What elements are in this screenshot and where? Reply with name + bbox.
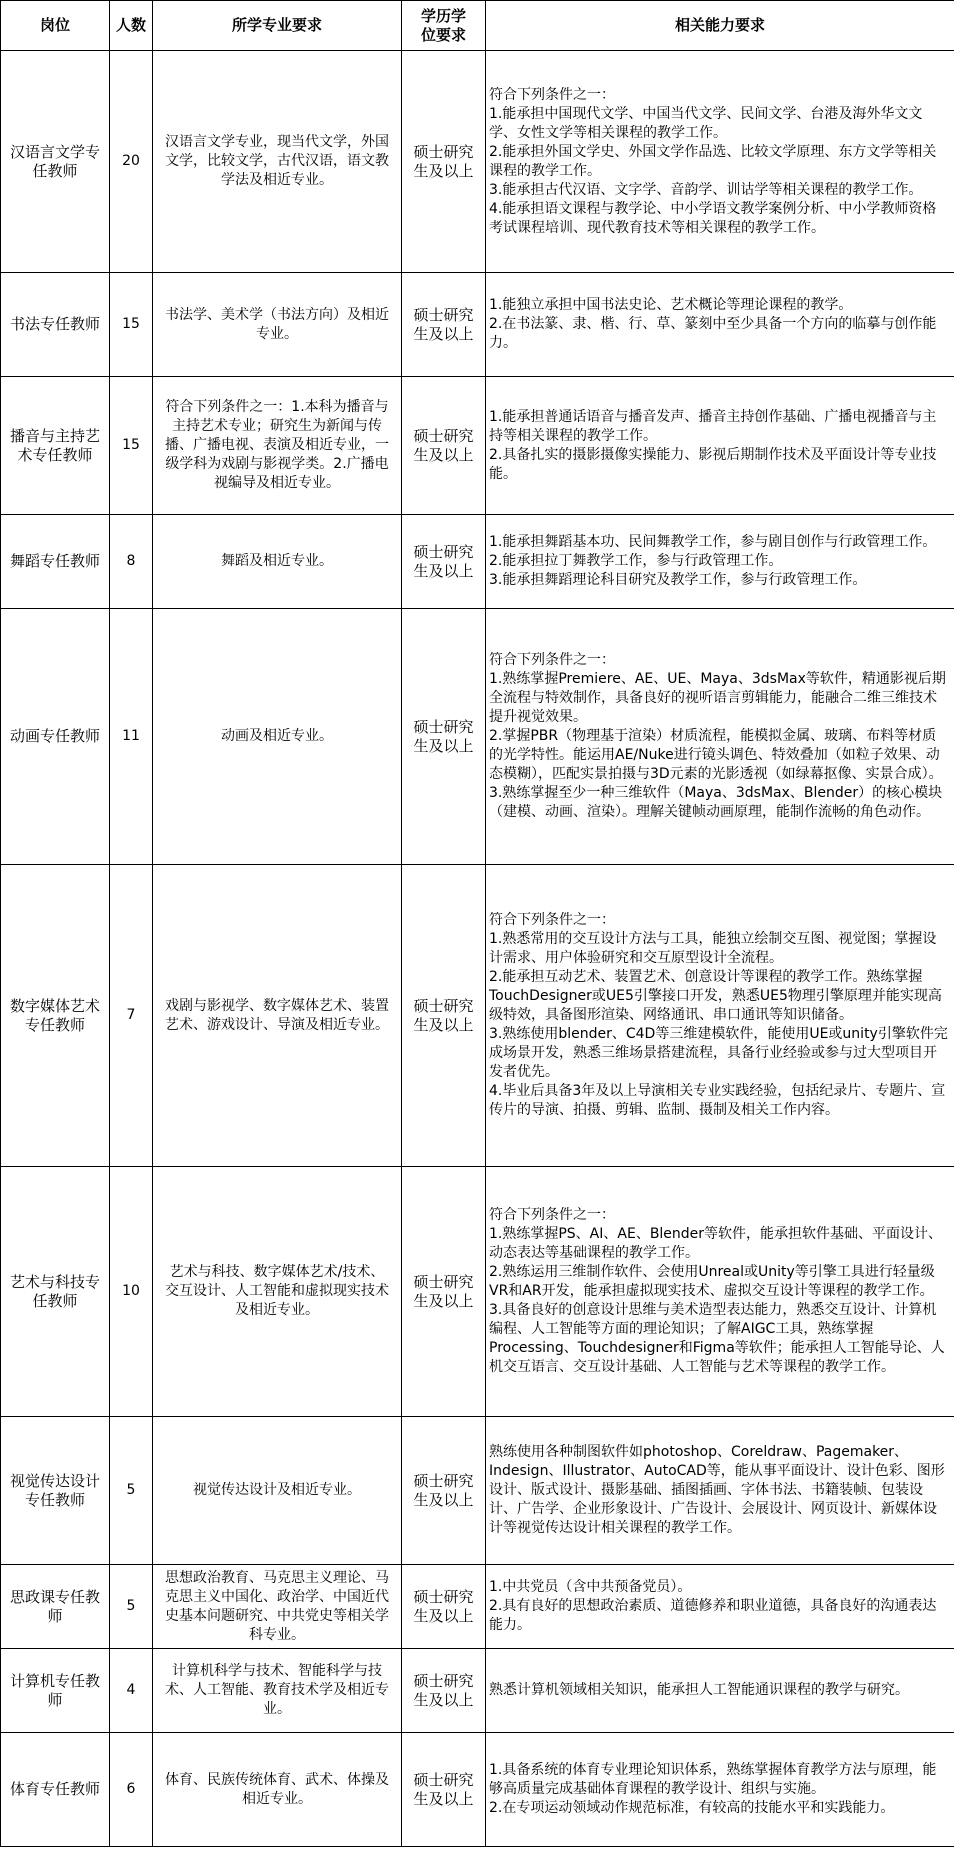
ability-item: 2.熟练运用三维制作软件、会使用Unreal或Unity等引擎工具进行轻量级VR和AR开发，能承担虚拟现实技术、虚拟交互设计等课程的教学工作。 bbox=[489, 1264, 935, 1299]
ability-item: 符合下列条件之一： bbox=[489, 912, 615, 928]
position-cell: 视觉传达设计专任教师 bbox=[1, 1417, 110, 1565]
degree-cell: 硕士研究生及以上 bbox=[402, 273, 486, 377]
ability-cell bbox=[486, 865, 954, 1167]
ability-item: 1.能承担中国现代文学、中国当代文学、民间文学、台港及海外华文文学、女性文学等相关课程的教学工作。 bbox=[489, 105, 923, 141]
major-cell: 思想政治教育、马克思主义理论、马克思主义中国化、政治学、中国近代史基本问题研究、中共党史等相关学科专业。 bbox=[153, 1565, 402, 1649]
position-cell: 计算机专任教师 bbox=[1, 1649, 110, 1733]
ability-item: 3.熟练掌握至少一种三维软件（Maya、3dsMax、Blender）的核心模块（建模、动画、渲染）。理解关键帧动画原理，能制作流畅的角色动作。 bbox=[489, 785, 943, 820]
ability-item: 1.能承担舞蹈基本功、民间舞教学工作，参与剧目创作与行政管理工作。 bbox=[489, 534, 937, 550]
table-row bbox=[1, 1417, 954, 1565]
header-degree: 学历学位要求 bbox=[402, 1, 486, 51]
position-cell: 动画专任教师 bbox=[1, 609, 110, 865]
degree-cell: 硕士研究生及以上 bbox=[402, 515, 486, 609]
position-cell: 数字媒体艺术专任教师 bbox=[1, 865, 110, 1167]
ability-item: 3.具备良好的创意设计思维与美术造型表达能力，熟悉交互设计、计算机编程、人工智能等方面的理论知识；了解AIGC工具，熟练掌握Processing、Touchdesigner和Figma等软件；能承担人工智能导论、人机交互语言、交互设计基础、人工智能与艺术等课程的教学工作。 bbox=[489, 1302, 945, 1375]
count-cell: 20 bbox=[110, 51, 153, 273]
table-row bbox=[1, 51, 954, 273]
ability-item: 1.具备系统的体育专业理论知识体系，熟练掌握体育教学方法与原理，能够高质量完成基础体育课程的教学设计、组织与实施。 bbox=[489, 1762, 937, 1797]
degree-cell: 硕士研究生及以上 bbox=[402, 51, 486, 273]
major-cell: 舞蹈及相近专业。 bbox=[153, 515, 402, 609]
count-cell: 6 bbox=[110, 1733, 153, 1847]
major-cell: 体育、民族传统体育、武术、体操及相近专业。 bbox=[153, 1733, 402, 1847]
header-count: 人数 bbox=[110, 1, 153, 51]
ability-item: 符合下列条件之一： bbox=[489, 652, 615, 668]
position-cell: 思政课专任教师 bbox=[1, 1565, 110, 1649]
major-cell: 视觉传达设计及相近专业。 bbox=[153, 1417, 402, 1565]
major-cell: 汉语言文学专业，现当代文学，外国文学，比较文学，古代汉语，语文教学法及相近专业。 bbox=[153, 51, 402, 273]
ability-cell bbox=[486, 609, 954, 865]
ability-cell bbox=[486, 515, 954, 609]
count-cell: 7 bbox=[110, 865, 153, 1167]
position-cell: 艺术与科技专任教师 bbox=[1, 1167, 110, 1417]
count-cell: 4 bbox=[110, 1649, 153, 1733]
ability-item: 符合下列条件之一： bbox=[489, 1207, 615, 1223]
header-ability: 相关能力要求 bbox=[486, 1, 954, 51]
degree-cell: 硕士研究生及以上 bbox=[402, 1649, 486, 1733]
ability-item: 熟练使用各种制图软件如photoshop、Coreldraw、Pagemaker、Indesign、Illustrator、AutoCAD等，能从事平面设计、设计色彩、图形设计、版式设计、摄影基础、插图插画、字体书法、书籍装帧、包装设计、广告学、企业形象设计、广告设计、会展设计、网页设计、新媒体设计等视觉传达设计相关课程的教学工作。 bbox=[489, 1444, 945, 1536]
count-cell: 10 bbox=[110, 1167, 153, 1417]
ability-item: 2.具备扎实的摄影摄像实操能力、影视后期制作技术及平面设计等专业技能。 bbox=[489, 446, 937, 482]
ability-item: 1.熟练掌握Premiere、AE、UE、Maya、3dsMax等软件，精通影视后期全流程与特效制作，具备良好的视听语言剪辑能力，能融合二维三维技术提升视觉效果。 bbox=[489, 671, 946, 725]
ability-cell bbox=[486, 1565, 954, 1649]
degree-cell: 硕士研究生及以上 bbox=[402, 609, 486, 865]
degree-cell: 硕士研究生及以上 bbox=[402, 1417, 486, 1565]
position-cell: 舞蹈专任教师 bbox=[1, 515, 110, 609]
ability-item: 2.能承担外国文学史、外国文学作品选、比较文学原理、东方文学等相关课程的教学工作。 bbox=[489, 143, 937, 179]
degree-cell: 硕士研究生及以上 bbox=[402, 1167, 486, 1417]
major-cell: 艺术与科技、数字媒体艺术/技术、交互设计、人工智能和虚拟现实技术及相近专业。 bbox=[153, 1167, 402, 1417]
ability-item: 1.中共党员（含中共预备党员）。 bbox=[489, 1579, 692, 1595]
ability-item: 3.能承担古代汉语、文字学、音韵学、训诂学等相关课程的教学工作。 bbox=[489, 181, 923, 198]
ability-cell bbox=[486, 1167, 954, 1417]
table-row bbox=[1, 609, 954, 865]
ability-cell bbox=[486, 51, 954, 273]
header-position: 岗位 bbox=[1, 1, 110, 51]
table-row bbox=[1, 1565, 954, 1649]
ability-item: 熟悉计算机领域相关知识，能承担人工智能通识课程的教学与研究。 bbox=[489, 1682, 909, 1698]
header-row bbox=[1, 1, 954, 51]
table-row bbox=[1, 515, 954, 609]
ability-item: 3.熟练使用blender、C4D等三维建模软件，能使用UE或unity引擎软件完成场景开发，熟悉三维场景搭建流程，具备行业经验或参与过大型项目开发者优先。 bbox=[489, 1026, 948, 1080]
table-row bbox=[1, 1733, 954, 1847]
table-row bbox=[1, 1649, 954, 1733]
major-cell: 书法学、美术学（书法方向）及相近专业。 bbox=[153, 273, 402, 377]
ability-item: 4.毕业后具备3年及以上导演相关专业实践经验，包括纪录片、专题片、宣传片的导演、拍摄、剪辑、监制、摄制及相关工作内容。 bbox=[489, 1083, 946, 1118]
ability-item: 2.掌握PBR（物理基于渲染）材质流程，能模拟金属、玻璃、布料等材质的光学特性。能运用AE/Nuke进行镜头调色、特效叠加（如粒子效果、动态模糊），匹配实景拍摄与3D元素的光影透视（如绿幕抠像、实景合成）。 bbox=[489, 728, 943, 782]
ability-cell bbox=[486, 377, 954, 515]
count-cell: 5 bbox=[110, 1417, 153, 1565]
ability-item: 2.在专项运动领域动作规范标准，有较高的技能水平和实践能力。 bbox=[489, 1800, 895, 1816]
position-cell: 汉语言文学专任教师 bbox=[1, 51, 110, 273]
table-row bbox=[1, 865, 954, 1167]
ability-item: 1.能独立承担中国书法史论、艺术概论等理论课程的教学。 bbox=[489, 297, 853, 313]
degree-cell: 硕士研究生及以上 bbox=[402, 1733, 486, 1847]
degree-cell: 硕士研究生及以上 bbox=[402, 865, 486, 1167]
table-row bbox=[1, 1167, 954, 1417]
count-cell: 8 bbox=[110, 515, 153, 609]
table-row bbox=[1, 273, 954, 377]
ability-item: 2.能承担拉丁舞教学工作，参与行政管理工作。 bbox=[489, 553, 783, 569]
ability-item: 2.在书法篆、隶、楷、行、草、篆刻中至少具备一个方向的临摹与创作能力。 bbox=[489, 316, 937, 351]
ability-cell bbox=[486, 1649, 954, 1733]
major-cell: 动画及相近专业。 bbox=[153, 609, 402, 865]
ability-item: 4.能承担语文课程与教学论、中小学语文教学案例分析、中小学教师资格考试课程培训、现代教育技术等相关课程的教学工作。 bbox=[489, 200, 937, 236]
major-cell: 符合下列条件之一：1.本科为播音与主持艺术专业；研究生为新闻与传播、广播电视、表演及相近专业，一级学科为戏剧与影视学类。2.广播电视编导及相近专业。 bbox=[153, 377, 402, 515]
count-cell: 11 bbox=[110, 609, 153, 865]
ability-item: 2.能承担互动艺术、装置艺术、创意设计等课程的教学工作。熟练掌握TouchDesigner或UE5引擎接口开发，熟悉UE5物理引擎原理并能实现高级特效，具备图形渲染、网络通讯、串口通讯等知识储备。 bbox=[489, 969, 942, 1023]
table-row bbox=[1, 377, 954, 515]
position-cell: 播音与主持艺术专任教师 bbox=[1, 377, 110, 515]
ability-item: 3.能承担舞蹈理论科目研究及教学工作，参与行政管理工作。 bbox=[489, 572, 867, 588]
ability-cell bbox=[486, 273, 954, 377]
degree-cell: 硕士研究生及以上 bbox=[402, 377, 486, 515]
ability-item: 2.具有良好的思想政治素质、道德修养和职业道德，具备良好的沟通表达能力。 bbox=[489, 1598, 937, 1633]
ability-item: 1.熟练掌握PS、AI、AE、Blender等软件，能承担软件基础、平面设计、动态表达等基础课程的教学工作。 bbox=[489, 1226, 943, 1261]
ability-item: 1.能承担普通话语音与播音发声、播音主持创作基础、广播电视播音与主持等相关课程的教学工作。 bbox=[489, 408, 937, 444]
ability-cell bbox=[486, 1417, 954, 1565]
major-cell: 计算机科学与技术、智能科学与技术、人工智能、教育技术学及相近专业。 bbox=[153, 1649, 402, 1733]
ability-item: 符合下列条件之一： bbox=[489, 86, 615, 103]
ability-item: 1.熟悉常用的交互设计方法与工具，能独立绘制交互图、视觉图；掌握设计需求、用户体验研究和交互原型设计全流程。 bbox=[489, 931, 937, 966]
position-cell: 书法专任教师 bbox=[1, 273, 110, 377]
count-cell: 5 bbox=[110, 1565, 153, 1649]
ability-cell bbox=[486, 1733, 954, 1847]
degree-cell: 硕士研究生及以上 bbox=[402, 1565, 486, 1649]
count-cell: 15 bbox=[110, 273, 153, 377]
major-cell: 戏剧与影视学、数字媒体艺术、装置艺术、游戏设计、导演及相近专业。 bbox=[153, 865, 402, 1167]
position-cell: 体育专任教师 bbox=[1, 1733, 110, 1847]
count-cell: 15 bbox=[110, 377, 153, 515]
header-major: 所学专业要求 bbox=[153, 1, 402, 51]
